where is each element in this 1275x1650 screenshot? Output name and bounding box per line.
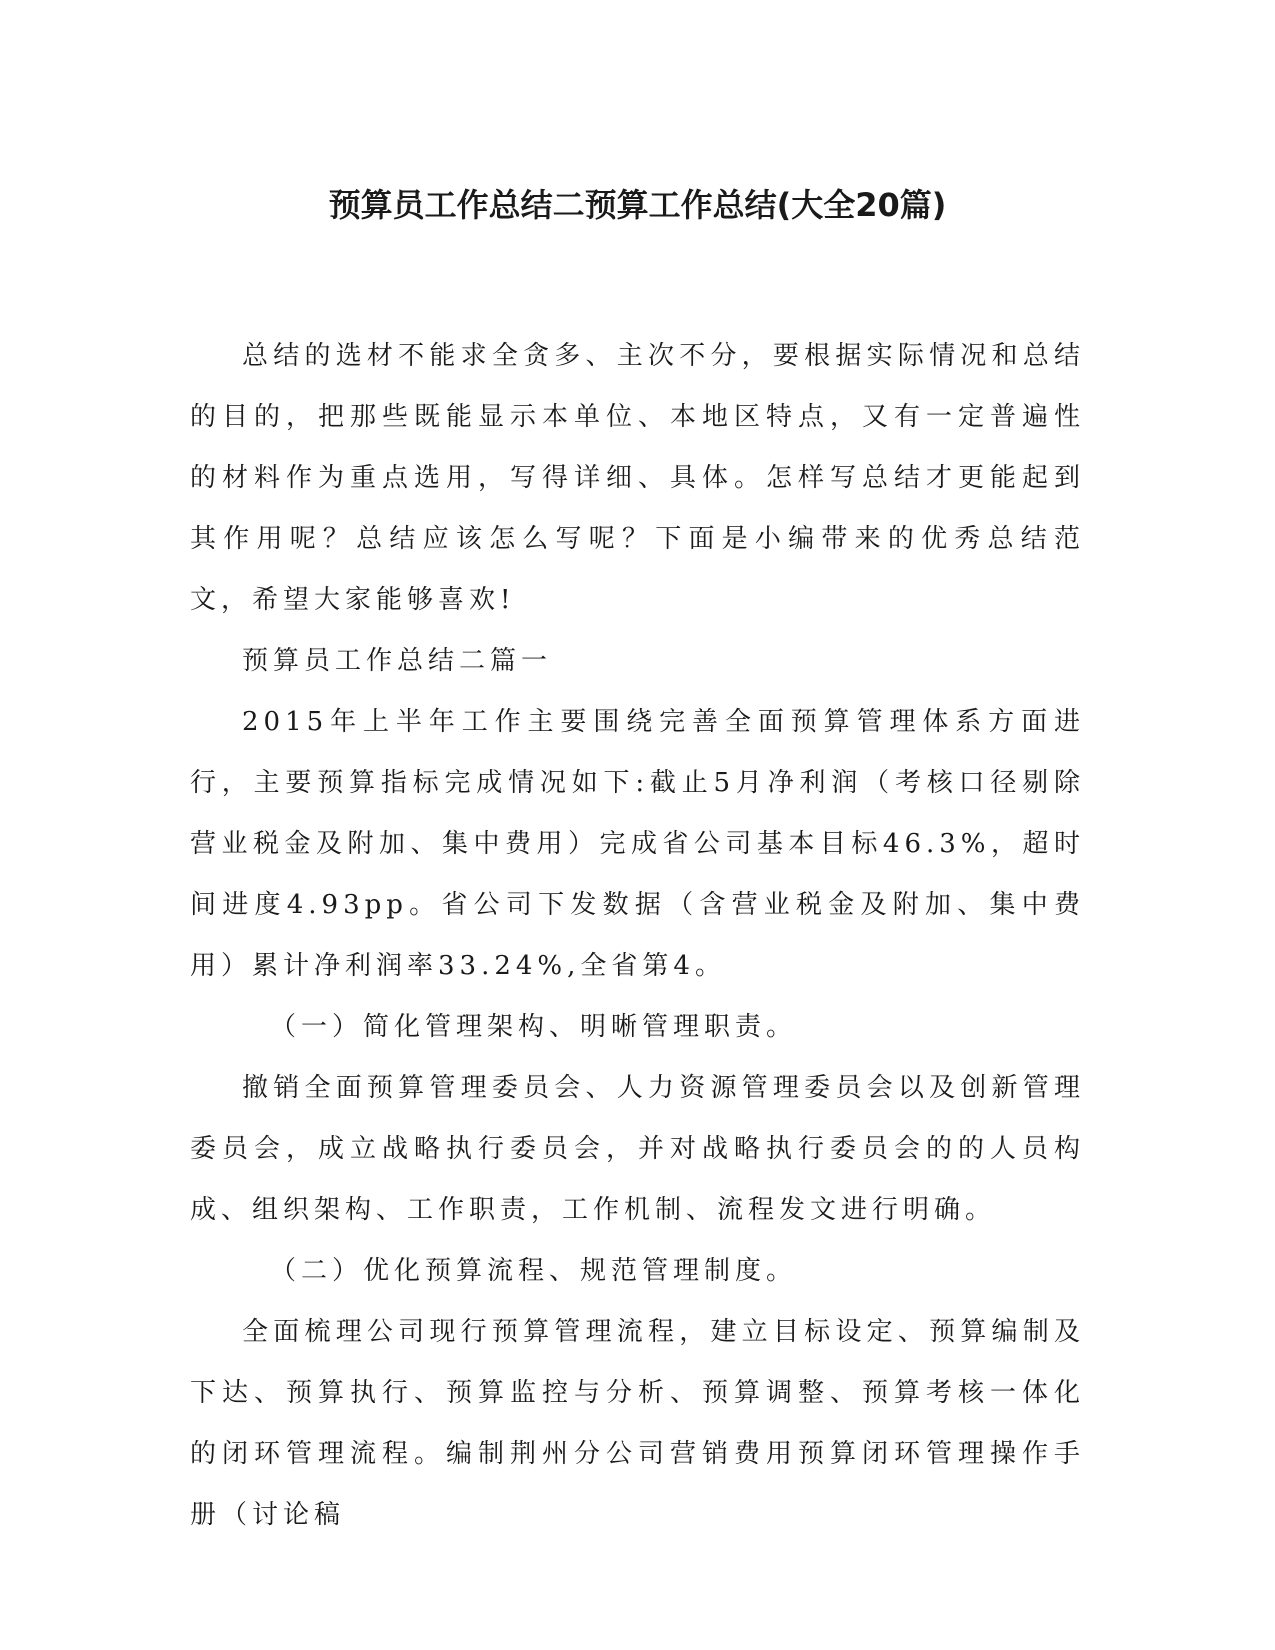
body-paragraph: 撤销全面预算管理委员会、人力资源管理委员会以及创新管理委员会，成立战略执行委员会，并对战略执行委员会的的人员构成、组织架构、工作职责，工作机制、流程发文进行明确。 xyxy=(190,1073,1085,1225)
section-title: 预算员工作总结二篇一 xyxy=(242,646,553,676)
intro-paragraph: 总结的选材不能求全贪多、主次不分，要根据实际情况和总结的目的，把那些既能显示本单位、本地区特点，又有一定普遍性的材料作为重点选用，写得详细、具体。怎样写总结才更能起到其作用呢？总结应该怎么写呢？下面是小编带来的优秀总结范文，希望大家能够喜欢! xyxy=(190,341,1085,615)
subsection-heading: （二）优化预算流程、规范管理制度。 xyxy=(270,1256,798,1286)
document-title: 预算员工作总结二预算工作总结(大全20篇) xyxy=(328,186,947,224)
body-paragraph: 全面梳理公司现行预算管理流程，建立目标设定、预算编制及下达、预算执行、预算监控与分析、预算调整、预算考核一体化的闭环管理流程。编制荆州分公司营销费用预算闭环管理操作手册（讨论稿 xyxy=(190,1317,1085,1530)
body-paragraph: 2015年上半年工作主要围绕完善全面预算管理体系方面进行，主要预算指标完成情况如下:截止5月净利润（考核口径剔除营业税金及附加、集中费用）完成省公司基本目标46.3%，超时间进度4.93pp。省公司下发数据（含营业税金及附加、集中费用）累计净利润率33.24%,全省第4。 xyxy=(190,707,1085,981)
subsection-heading: （一）简化管理架构、明晰管理职责。 xyxy=(270,1012,798,1042)
document-body xyxy=(190,326,1085,1546)
